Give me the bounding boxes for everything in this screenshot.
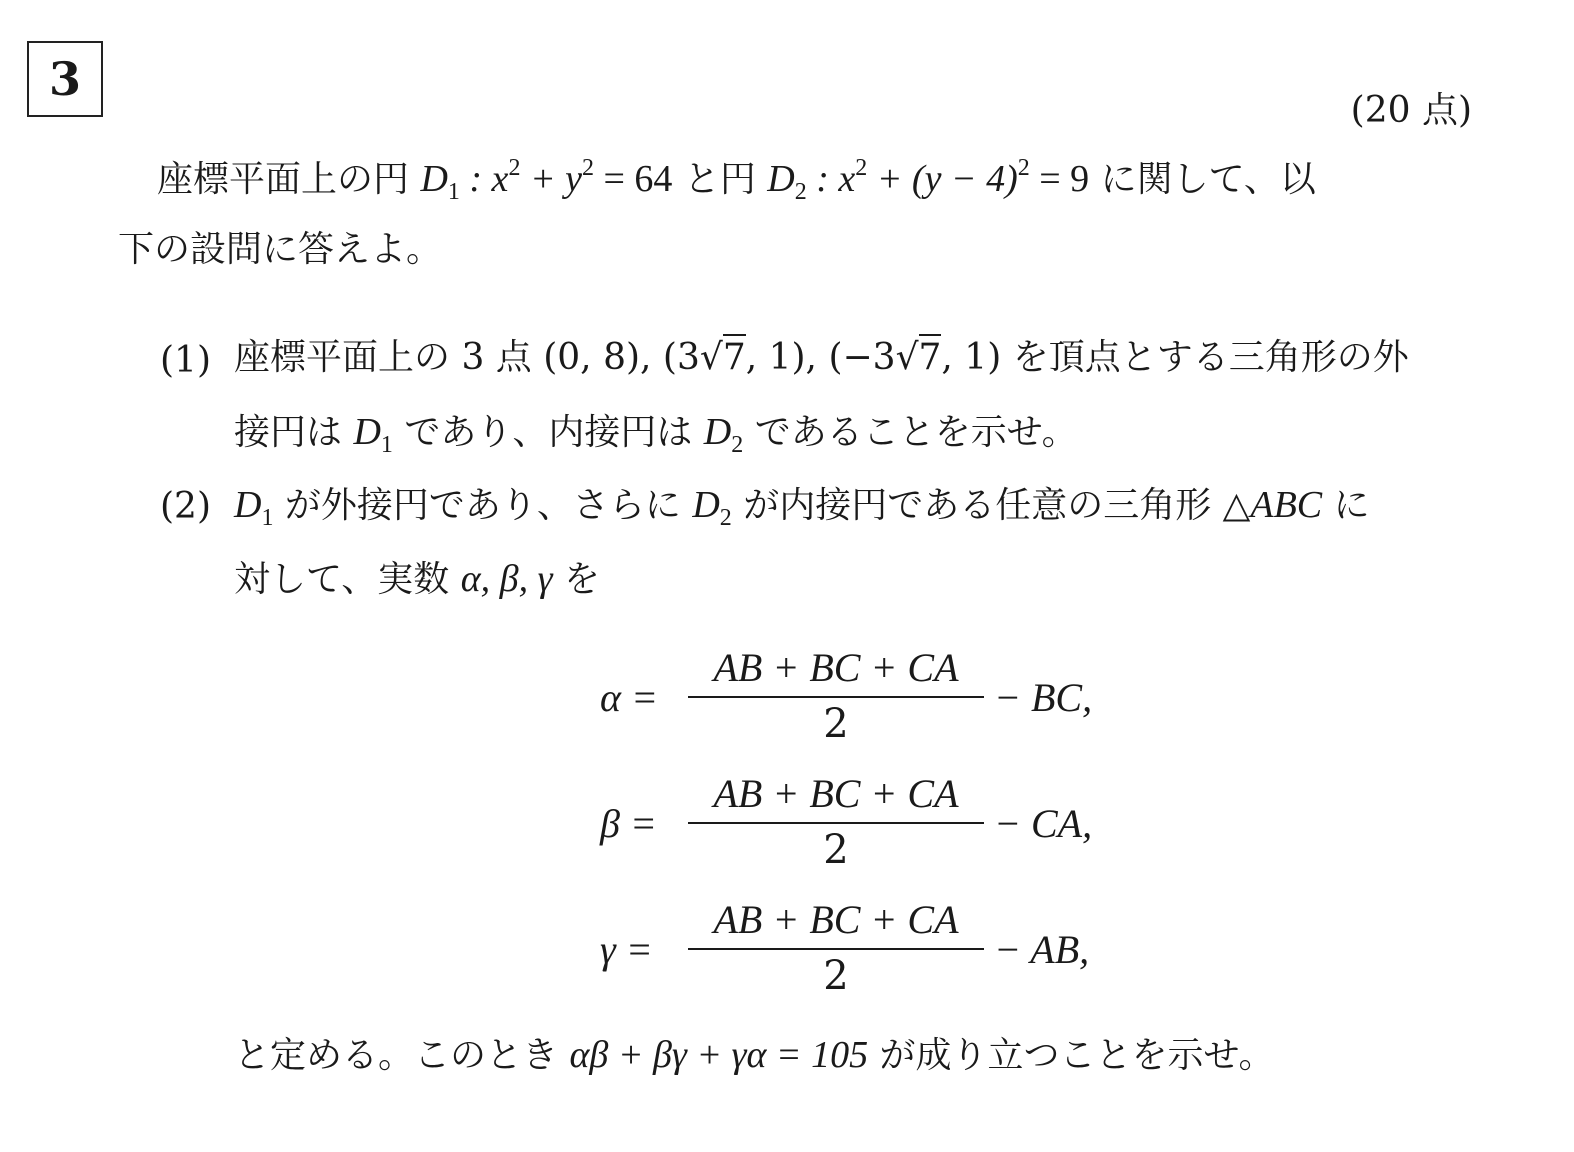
fraction-denominator: 2 [823, 953, 849, 999]
question-2-number: (2) [160, 486, 211, 527]
fraction-denominator: 2 [823, 827, 849, 873]
greek-variables: α, β, γ [460, 558, 553, 600]
question-2-line-1: $D_1$ が外接円であり、さらに $D_2$ が内接円である任意の三角形 △ABC に [234, 484, 1370, 531]
question-2-final-line: と定める。このとき αβ + βγ + γα = 105 が成り立つことを示せ。 [234, 1034, 1275, 1076]
equation-beta [600, 770, 1160, 880]
intro-line-1 [157, 155, 1316, 205]
intro-line-2: 下の設問に答えよ。 [118, 229, 443, 270]
fraction [688, 644, 984, 746]
question-1-line-1: 座標平面上の 3 点 (0, 8), (3√7, 1), (−3√7, 1) を頂点とする三角形の外 [234, 340, 1409, 376]
problem-number: 3 [48, 52, 81, 106]
circle-d2-label: $D_2$ [703, 411, 744, 458]
points-label: (20 点) [1350, 90, 1472, 131]
circle-d1-label: $D_1$ [353, 411, 393, 458]
circle-d1-label: $D_1$ [234, 484, 274, 531]
question-1-number: (1) [160, 340, 211, 381]
fraction-denominator: 2 [823, 701, 849, 747]
fraction-numerator: AB + BC + CA [713, 645, 959, 690]
intro-text: 座標平面上の円 [157, 159, 421, 200]
equation-lhs: α = [600, 675, 658, 720]
fraction-bar [688, 696, 984, 698]
problem-number-box [27, 41, 103, 117]
sqrt-7: √7 [700, 340, 746, 376]
circle-d1-label: $D_1$ [420, 158, 460, 205]
equation-tail: − BC, [994, 675, 1093, 720]
equation-gamma [600, 896, 1160, 1006]
fraction-numerator: AB + BC + CA [713, 897, 959, 942]
final-expression: αβ + βγ + γα = 105 [569, 1034, 869, 1076]
fraction [688, 896, 984, 998]
circle-d2-label: $D_2$ [692, 484, 732, 531]
fraction-bar [688, 948, 984, 950]
equation-alpha [600, 644, 1160, 754]
equation-d2: : $x^2 + (y - 4)^2 = 9$ [806, 155, 1090, 200]
fraction [688, 770, 984, 872]
fraction-numerator: AB + BC + CA [713, 771, 959, 816]
circle-d2-label: $D_2$ [767, 158, 807, 205]
equation-lhs: β = [600, 801, 657, 846]
equation-tail: − AB, [994, 927, 1090, 972]
intro-text: と円 [672, 159, 768, 200]
equation-d1: : $x^2 + y^2 = 64$ [459, 155, 673, 200]
fraction-bar [688, 822, 984, 824]
equation-lhs: γ = [600, 927, 653, 972]
sqrt-7: √7 [896, 340, 942, 376]
question-1-line-2: 接円は $D_1$ であり、内接円は $D_2$ であることを示せ。 [234, 411, 1078, 458]
triangle-abc-label: ABC [1250, 484, 1323, 526]
equation-tail: − CA, [994, 801, 1093, 846]
intro-text: に関して、以 [1089, 159, 1316, 200]
question-2-line-2: 対して、実数 α, β, γ を [234, 558, 601, 600]
